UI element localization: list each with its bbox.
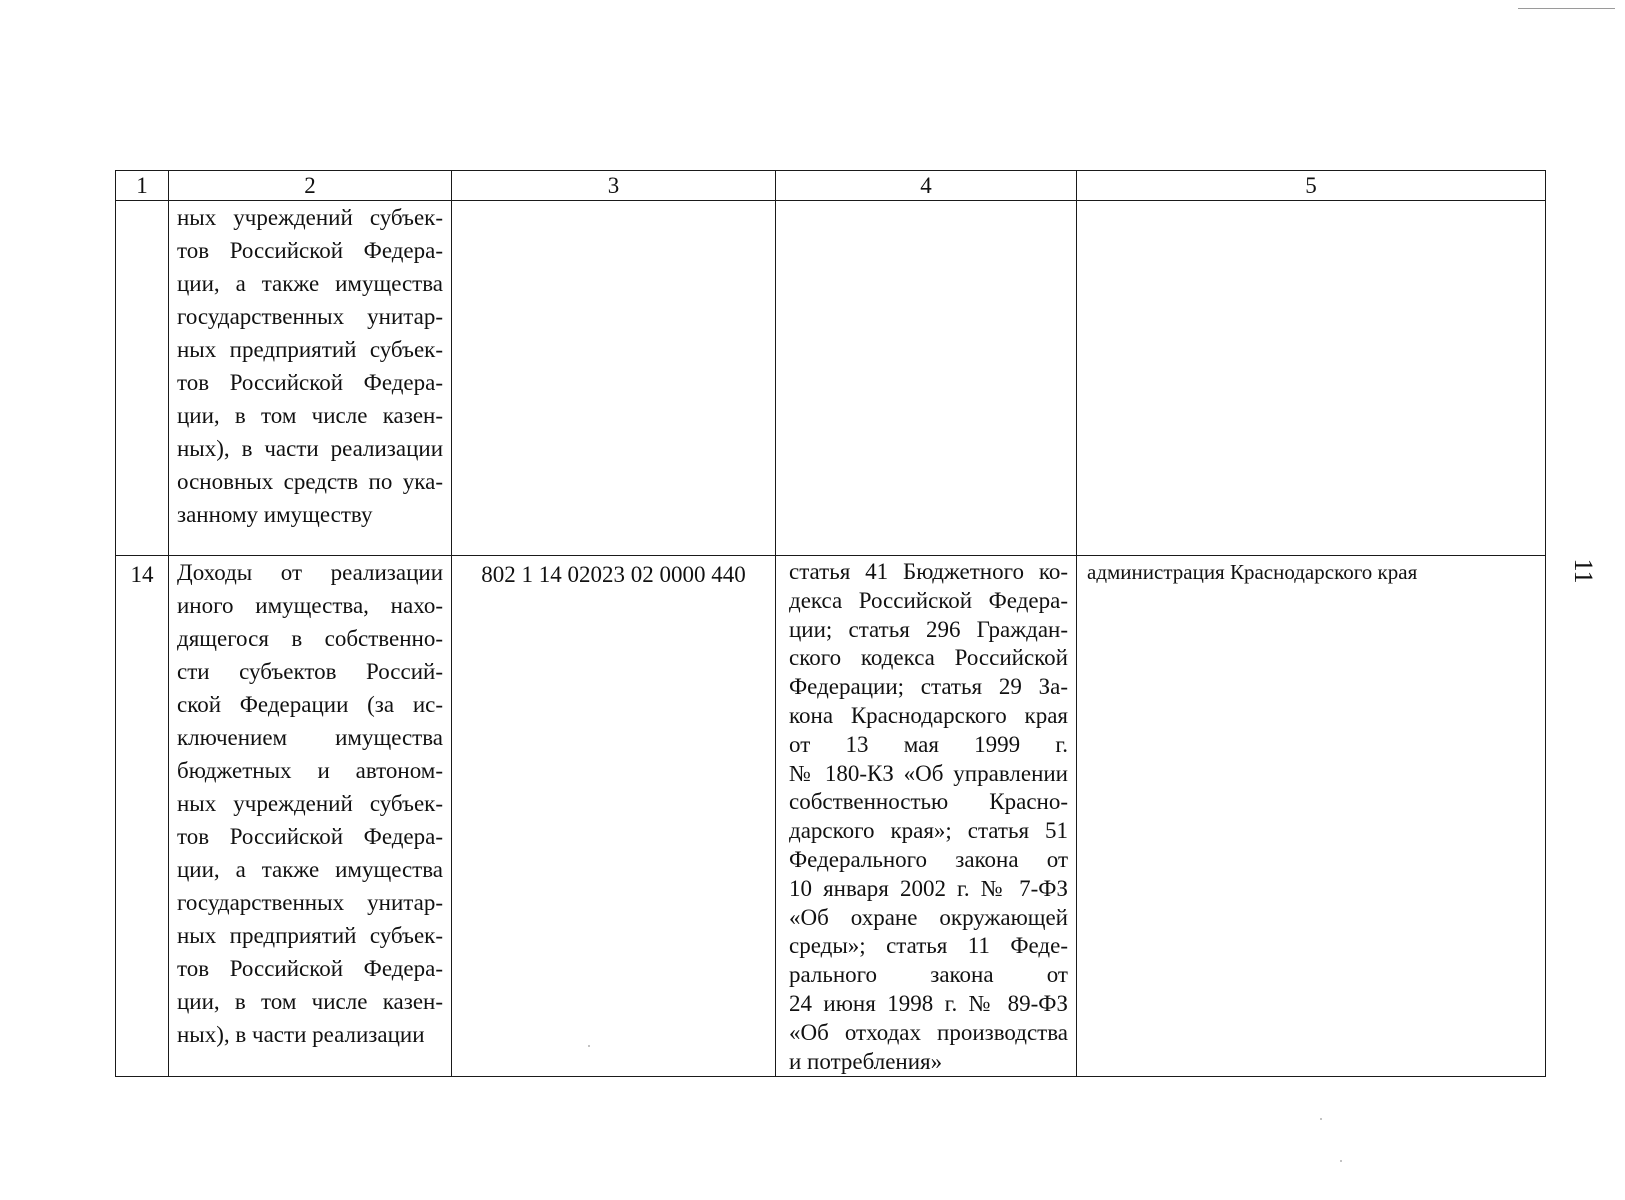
text-line: государственных унитар- xyxy=(177,890,443,915)
revenue-description-lines xyxy=(169,556,451,1051)
text-line: декса Российской Федера- xyxy=(789,587,1068,613)
text-line: «Об охране окружающей xyxy=(789,904,1068,930)
text-line: бюджетных и автоном- xyxy=(177,758,443,783)
administrator-cell xyxy=(1077,556,1546,1077)
text-line: ных учреждений субъек- xyxy=(177,791,443,816)
cont-number-cell xyxy=(116,201,169,556)
text-line: тов Российской Федера- xyxy=(177,370,443,395)
row-number: 14 xyxy=(130,562,154,587)
cont-admin-cell xyxy=(1077,201,1546,556)
budget-code-cell xyxy=(452,556,776,1077)
text-line: ции, а также имущества xyxy=(177,857,443,882)
text-line: занному имуществу xyxy=(177,502,373,527)
text-line: ского кодекса Российской xyxy=(789,645,1068,671)
text-line: «Об отходах производства xyxy=(789,1019,1068,1045)
text-line: ных предприятий субъек- xyxy=(177,923,443,948)
text-line: ных предприятий субъек- xyxy=(177,337,443,362)
text-line: среды»; статья 11 Феде- xyxy=(789,933,1068,959)
text-line: государственных унитар- xyxy=(177,304,443,329)
budget-classification-code: 802 1 14 02023 02 0000 440 xyxy=(481,562,746,587)
text-line: дарского края»; статья 51 xyxy=(789,818,1068,844)
text-line: основных средств по ука- xyxy=(177,469,443,494)
row-number-cell xyxy=(116,556,169,1077)
text-line: статья 41 Бюджетного ко- xyxy=(789,559,1068,584)
text-line: кона Краснодарского края xyxy=(789,702,1068,728)
text-line: от 13 мая 1999 г. xyxy=(789,731,1068,757)
text-line: ции, в том числе казен- xyxy=(177,403,443,428)
text-line: сти субъектов Россий- xyxy=(177,659,443,684)
text-line: собственностью Красно- xyxy=(789,789,1068,815)
column-number-row xyxy=(116,171,1546,201)
text-line: дящегося в собственно- xyxy=(177,626,443,651)
text-line: и потребления» xyxy=(789,1048,943,1074)
text-line: Федерального закона от xyxy=(789,846,1068,872)
text-line: № 180-КЗ «Об управлении xyxy=(789,760,1068,786)
page-number: 11 xyxy=(1569,558,1598,584)
revenue-description-cell xyxy=(169,556,452,1077)
col-header-3: 3 xyxy=(452,171,776,201)
col-header-5: 5 xyxy=(1077,171,1546,201)
col-header-1: 1 xyxy=(116,171,169,201)
scan-speck xyxy=(588,1045,590,1047)
text-line: ции, а также имущества xyxy=(177,271,443,296)
text-line: Федерации; статья 29 За- xyxy=(789,674,1068,700)
cont-code-cell xyxy=(452,201,776,556)
text-line: тов Российской Федера- xyxy=(177,824,443,849)
text-line: рального закона от xyxy=(789,962,1068,988)
text-line: 10 января 2002 г. № 7-ФЗ xyxy=(789,875,1068,901)
scan-speck xyxy=(1320,1118,1322,1120)
scan-speck xyxy=(1340,1160,1342,1162)
table-row-14 xyxy=(116,556,1546,1077)
text-line: ключением имущества xyxy=(177,725,443,750)
text-line: тов Российской Федера- xyxy=(177,956,443,981)
text-line: ции; статья 296 Граждан- xyxy=(789,616,1068,642)
revenue-table xyxy=(115,170,1546,1077)
col-header-2: 2 xyxy=(169,171,452,201)
col-header-4: 4 xyxy=(776,171,1077,201)
text-line: ции, в том числе казен- xyxy=(177,989,443,1014)
text-line: тов Российской Федера- xyxy=(177,238,443,263)
cont-description-cell xyxy=(169,201,452,556)
text-line: Доходы от реализации xyxy=(177,560,443,585)
text-line: ской Федерации (за ис- xyxy=(177,692,443,717)
table-row-continuation xyxy=(116,201,1546,556)
cont-description-lines xyxy=(169,201,451,531)
text-line: иного имущества, нахо- xyxy=(177,593,443,618)
text-line: ных), в части реализации xyxy=(177,436,443,461)
legal-basis-lines xyxy=(776,556,1076,1076)
cont-law-cell xyxy=(776,201,1077,556)
text-line: ных учреждений субъек- xyxy=(177,205,443,230)
top-edge-rule xyxy=(1518,8,1615,9)
legal-basis-cell xyxy=(776,556,1077,1077)
text-line: 24 июня 1998 г. № 89-ФЗ xyxy=(789,990,1068,1016)
text-line: ных), в части реализации xyxy=(177,1022,425,1047)
administrator-name: администрация Краснодарского края xyxy=(1087,560,1418,584)
